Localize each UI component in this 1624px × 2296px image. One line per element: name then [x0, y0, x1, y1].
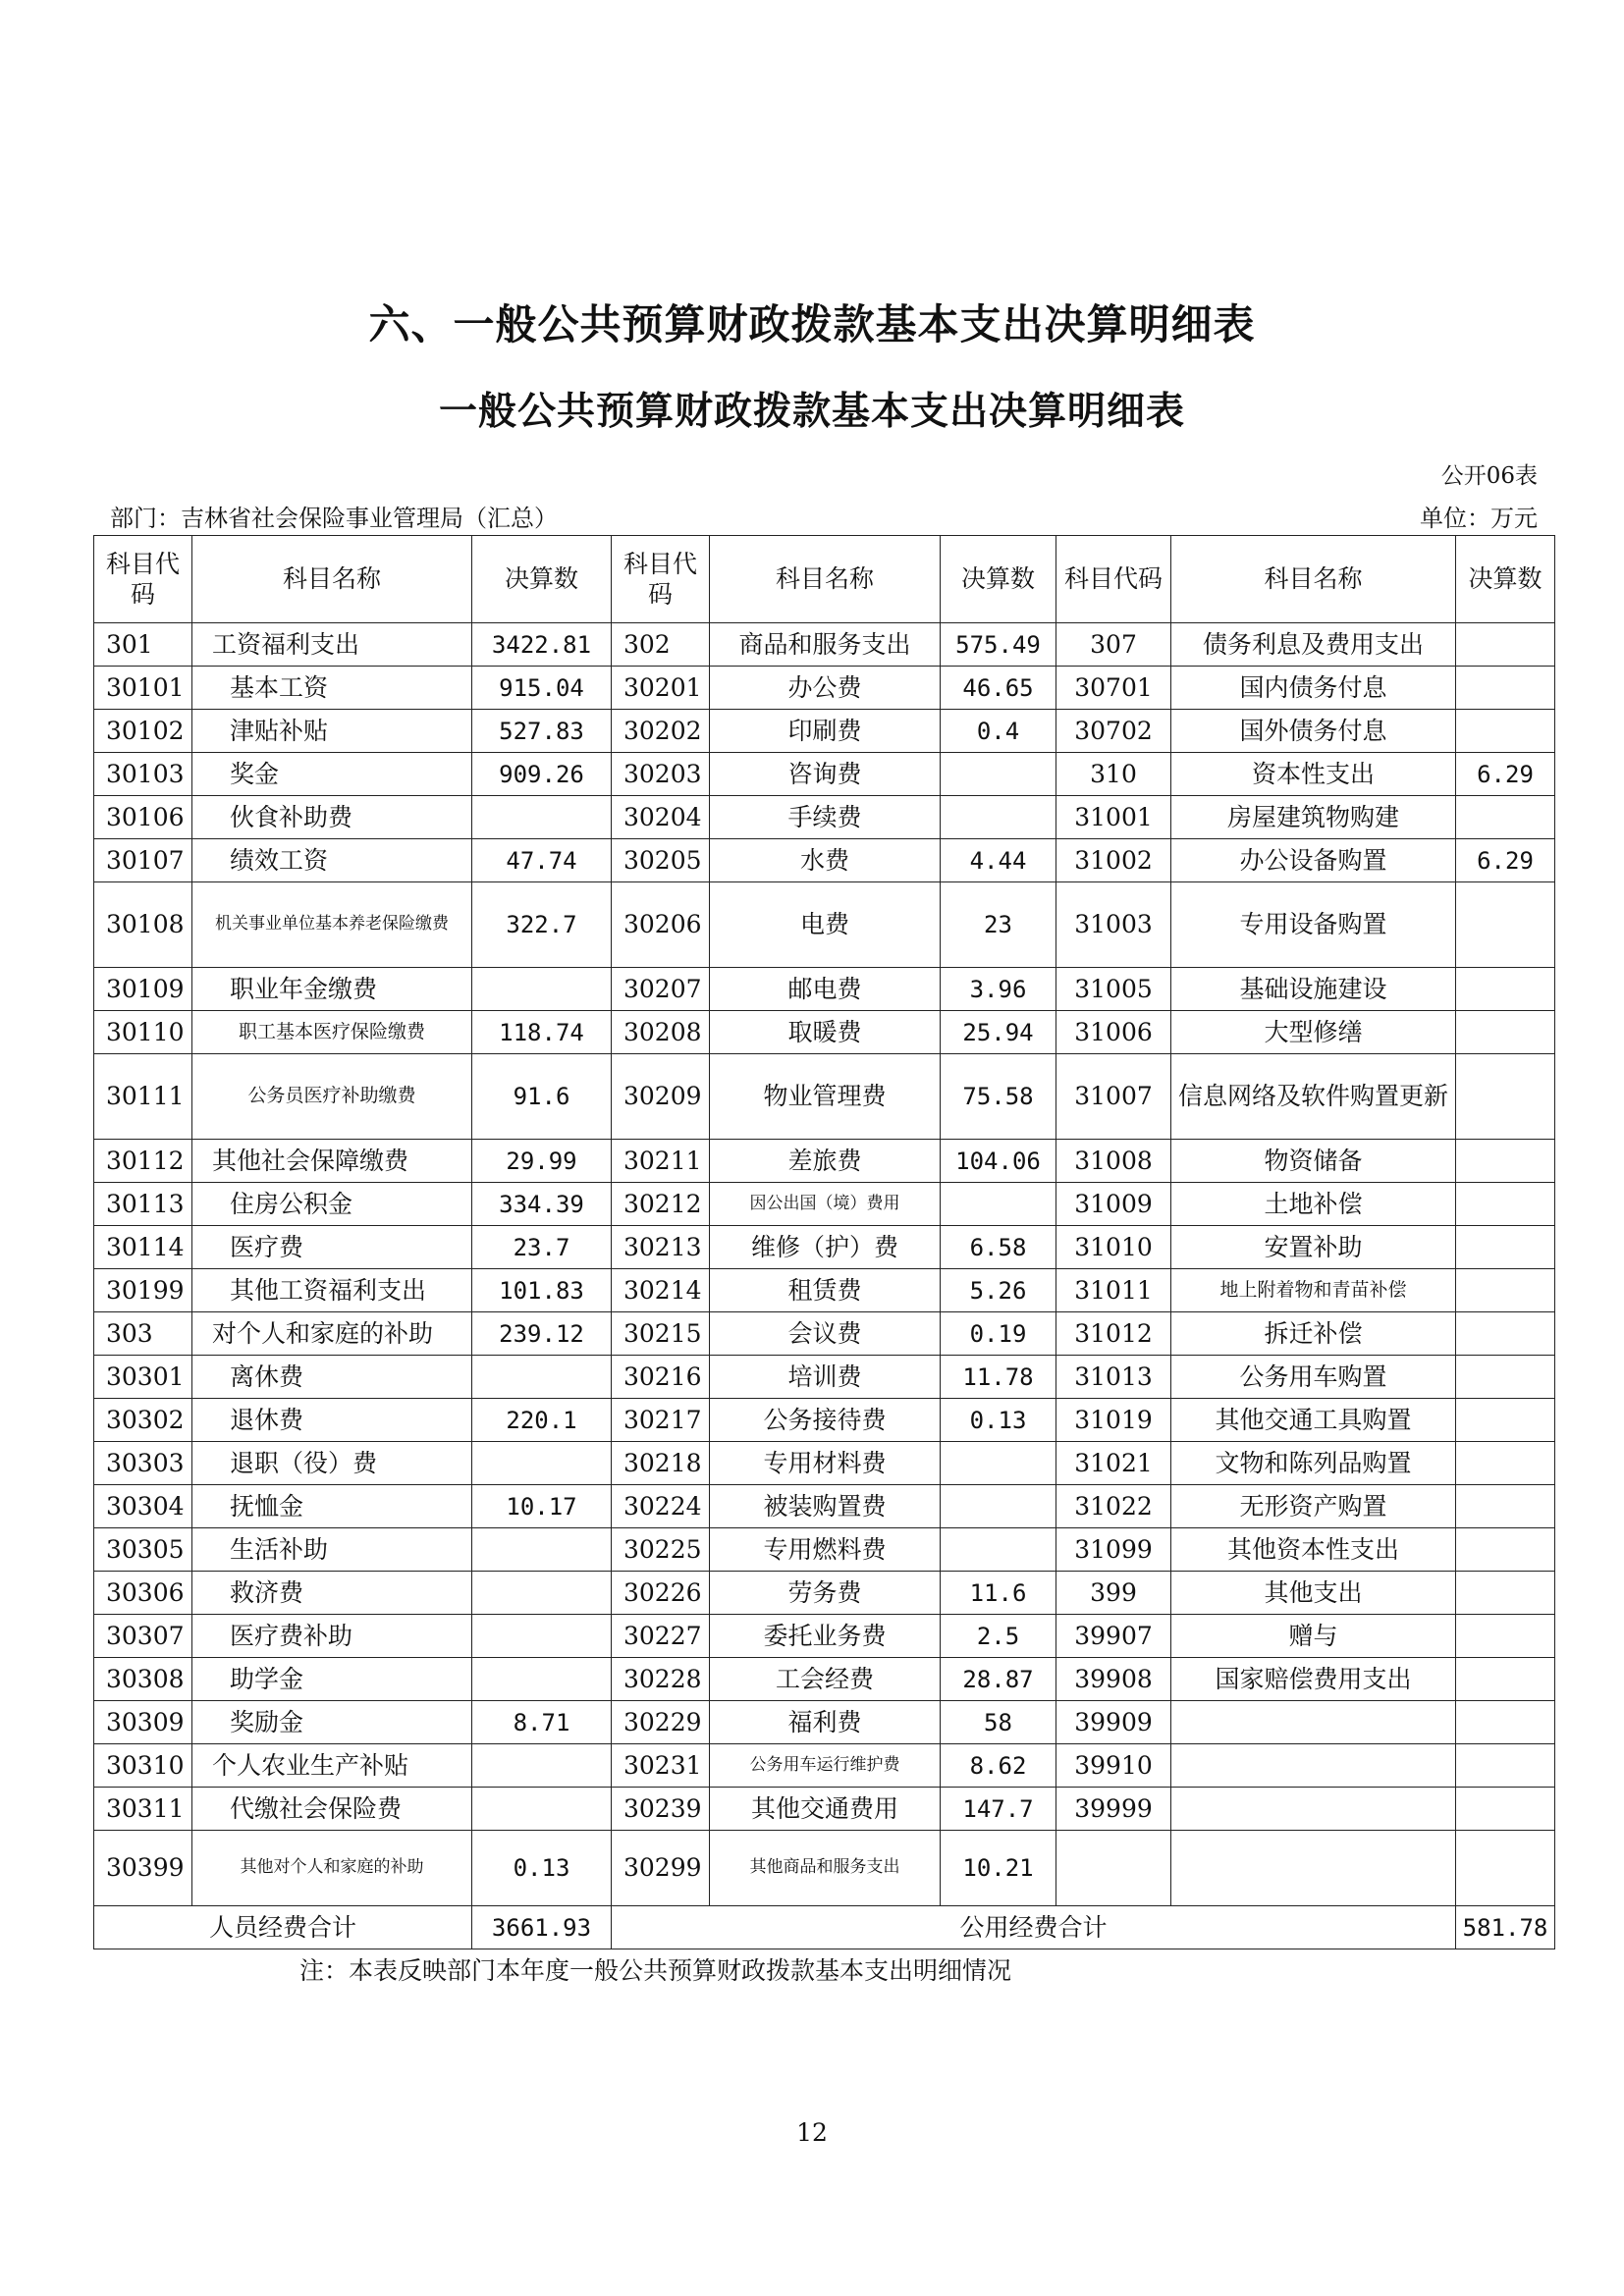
code-cell: 30101 [94, 667, 192, 710]
amount-cell [472, 1788, 612, 1831]
code-cell: 301 [94, 623, 192, 667]
name-cell: 医疗费 [192, 1226, 472, 1269]
name-cell: 公务用车运行维护费 [710, 1744, 941, 1788]
amount-cell [941, 1528, 1056, 1572]
code-cell: 30226 [612, 1572, 710, 1615]
code-cell: 30231 [612, 1744, 710, 1788]
table-row [94, 1485, 1555, 1528]
department-label: 部门：吉林省社会保险事业管理局（汇总） [110, 505, 558, 532]
code-cell: 30306 [94, 1572, 192, 1615]
amount-cell [1456, 1054, 1555, 1140]
code-cell: 31001 [1056, 796, 1171, 839]
table-title: 一般公共预算财政拨款基本支出决算明细表 [438, 390, 1185, 434]
table-note: 注：本表反映部门本年度一般公共预算财政拨款基本支出明细情况 [299, 1956, 1012, 1985]
code-cell: 30224 [612, 1485, 710, 1528]
code-cell: 30305 [94, 1528, 192, 1572]
header-name-2: 科目名称 [710, 536, 941, 623]
amount-cell: 3422.81 [472, 623, 612, 667]
name-cell: 其他支出 [1171, 1572, 1456, 1615]
table-row [94, 753, 1555, 796]
amount-cell: 23 [941, 882, 1056, 968]
amount-cell [1456, 1788, 1555, 1831]
amount-cell [1456, 1269, 1555, 1312]
amount-cell: 575.49 [941, 623, 1056, 667]
code-cell: 31019 [1056, 1399, 1171, 1442]
name-cell: 物资储备 [1171, 1140, 1456, 1183]
amount-cell: 11.78 [941, 1356, 1056, 1399]
name-cell [1171, 1831, 1456, 1906]
header-code-2: 科目代码 [612, 536, 710, 623]
table-row [94, 796, 1555, 839]
amount-cell: 6.29 [1456, 753, 1555, 796]
table-row [94, 882, 1555, 968]
amount-cell: 10.17 [472, 1485, 612, 1528]
name-cell: 奖金 [192, 753, 472, 796]
amount-cell [1456, 1399, 1555, 1442]
amount-cell [1456, 1658, 1555, 1701]
amount-cell: 75.58 [941, 1054, 1056, 1140]
name-cell: 基础设施建设 [1171, 968, 1456, 1011]
amount-cell [941, 1183, 1056, 1226]
code-cell: 31006 [1056, 1011, 1171, 1054]
code-cell: 30111 [94, 1054, 192, 1140]
amount-cell [1456, 1442, 1555, 1485]
code-cell: 31005 [1056, 968, 1171, 1011]
code-cell: 30227 [612, 1615, 710, 1658]
code-cell: 30311 [94, 1788, 192, 1831]
name-cell: 无形资产购置 [1171, 1485, 1456, 1528]
name-cell: 安置补助 [1171, 1226, 1456, 1269]
amount-cell: 101.83 [472, 1269, 612, 1312]
amount-cell [1456, 1011, 1555, 1054]
amount-cell [941, 1442, 1056, 1485]
table-row [94, 1269, 1555, 1312]
name-cell: 资本性支出 [1171, 753, 1456, 796]
amount-cell [941, 753, 1056, 796]
code-cell: 39908 [1056, 1658, 1171, 1701]
name-cell: 住房公积金 [192, 1183, 472, 1226]
name-cell: 机关事业单位基本养老保险缴费 [192, 882, 472, 968]
code-cell: 31012 [1056, 1312, 1171, 1356]
name-cell: 物业管理费 [710, 1054, 941, 1140]
header-amount-1: 决算数 [472, 536, 612, 623]
table-row [94, 839, 1555, 882]
name-cell: 助学金 [192, 1658, 472, 1701]
table-row [94, 1399, 1555, 1442]
name-cell: 取暖费 [710, 1011, 941, 1054]
code-cell: 31009 [1056, 1183, 1171, 1226]
code-cell: 30202 [612, 710, 710, 753]
name-cell: 救济费 [192, 1572, 472, 1615]
code-cell: 31022 [1056, 1485, 1171, 1528]
table-row [94, 1226, 1555, 1269]
amount-cell: 5.26 [941, 1269, 1056, 1312]
name-cell: 代缴社会保险费 [192, 1788, 472, 1831]
amount-cell [472, 1356, 612, 1399]
code-cell: 30214 [612, 1269, 710, 1312]
amount-cell [1456, 623, 1555, 667]
amount-cell [1456, 1701, 1555, 1744]
amount-cell: 8.62 [941, 1744, 1056, 1788]
code-cell: 30301 [94, 1356, 192, 1399]
unit-label: 单位：万元 [1420, 505, 1538, 532]
name-cell: 赠与 [1171, 1615, 1456, 1658]
amount-cell [472, 1442, 612, 1485]
name-cell: 福利费 [710, 1701, 941, 1744]
table-body [94, 623, 1555, 1906]
code-cell [1056, 1831, 1171, 1906]
code-cell: 307 [1056, 623, 1171, 667]
amount-cell [1456, 1831, 1555, 1906]
table-row [94, 710, 1555, 753]
amount-cell: 220.1 [472, 1399, 612, 1442]
name-cell: 维修（护）费 [710, 1226, 941, 1269]
code-cell: 30208 [612, 1011, 710, 1054]
name-cell: 地上附着物和青苗补偿 [1171, 1269, 1456, 1312]
amount-cell: 239.12 [472, 1312, 612, 1356]
table-row [94, 1528, 1555, 1572]
public-total-label: 公用经费合计 [612, 1906, 1456, 1949]
amount-cell [1456, 667, 1555, 710]
name-cell: 其他商品和服务支出 [710, 1831, 941, 1906]
code-cell: 30229 [612, 1701, 710, 1744]
amount-cell [472, 968, 612, 1011]
code-cell: 31011 [1056, 1269, 1171, 1312]
name-cell: 其他工资福利支出 [192, 1269, 472, 1312]
code-cell: 30309 [94, 1701, 192, 1744]
code-cell: 30199 [94, 1269, 192, 1312]
code-cell: 31010 [1056, 1226, 1171, 1269]
personnel-total-label: 人员经费合计 [94, 1906, 472, 1949]
code-cell: 30213 [612, 1226, 710, 1269]
code-cell: 30216 [612, 1356, 710, 1399]
code-cell: 31021 [1056, 1442, 1171, 1485]
code-cell: 399 [1056, 1572, 1171, 1615]
header-amount-3: 决算数 [1456, 536, 1555, 623]
page-title: 六、一般公共预算财政拨款基本支出决算明细表 [368, 300, 1256, 348]
code-cell: 30206 [612, 882, 710, 968]
name-cell: 被装购置费 [710, 1485, 941, 1528]
header-name-1: 科目名称 [192, 536, 472, 623]
name-cell: 租赁费 [710, 1269, 941, 1312]
amount-cell: 8.71 [472, 1701, 612, 1744]
table-row [94, 1658, 1555, 1701]
code-cell: 302 [612, 623, 710, 667]
amount-cell [1456, 1485, 1555, 1528]
name-cell: 职业年金缴费 [192, 968, 472, 1011]
amount-cell [1456, 1572, 1555, 1615]
amount-cell: 10.21 [941, 1831, 1056, 1906]
page-number: 12 [796, 2118, 828, 2147]
amount-cell: 25.94 [941, 1011, 1056, 1054]
name-cell: 商品和服务支出 [710, 623, 941, 667]
name-cell: 国外债务付息 [1171, 710, 1456, 753]
name-cell: 其他对个人和家庭的补助 [192, 1831, 472, 1906]
amount-cell: 909.26 [472, 753, 612, 796]
code-cell: 31003 [1056, 882, 1171, 968]
code-cell: 30209 [612, 1054, 710, 1140]
form-number: 公开06表 [1440, 463, 1538, 489]
amount-cell [472, 1615, 612, 1658]
name-cell: 培训费 [710, 1356, 941, 1399]
name-cell: 工会经费 [710, 1658, 941, 1701]
amount-cell: 47.74 [472, 839, 612, 882]
amount-cell: 0.19 [941, 1312, 1056, 1356]
code-cell: 30212 [612, 1183, 710, 1226]
code-cell: 31099 [1056, 1528, 1171, 1572]
name-cell: 个人农业生产补贴 [192, 1744, 472, 1788]
code-cell: 30399 [94, 1831, 192, 1906]
amount-cell [472, 1658, 612, 1701]
code-cell: 31013 [1056, 1356, 1171, 1399]
amount-cell: 0.13 [472, 1831, 612, 1906]
amount-cell: 46.65 [941, 667, 1056, 710]
code-cell: 30108 [94, 882, 192, 968]
name-cell: 伙食补助费 [192, 796, 472, 839]
amount-cell: 3.96 [941, 968, 1056, 1011]
table-row [94, 1831, 1555, 1906]
name-cell: 工资福利支出 [192, 623, 472, 667]
code-cell: 30304 [94, 1485, 192, 1528]
code-cell: 30217 [612, 1399, 710, 1442]
totals-row [94, 1906, 1555, 1949]
amount-cell [1456, 1744, 1555, 1788]
table-row [94, 1140, 1555, 1183]
table-row [94, 1054, 1555, 1140]
table-row [94, 1701, 1555, 1744]
code-cell: 30113 [94, 1183, 192, 1226]
header-code-3: 科目代码 [1056, 536, 1171, 623]
code-cell: 30215 [612, 1312, 710, 1356]
amount-cell: 58 [941, 1701, 1056, 1744]
amount-cell: 0.4 [941, 710, 1056, 753]
name-cell: 手续费 [710, 796, 941, 839]
code-cell: 30211 [612, 1140, 710, 1183]
code-cell: 30225 [612, 1528, 710, 1572]
amount-cell: 28.87 [941, 1658, 1056, 1701]
name-cell: 大型修缮 [1171, 1011, 1456, 1054]
amount-cell [1456, 1356, 1555, 1399]
code-cell: 30310 [94, 1744, 192, 1788]
code-cell: 30702 [1056, 710, 1171, 753]
name-cell: 办公设备购置 [1171, 839, 1456, 882]
amount-cell: 118.74 [472, 1011, 612, 1054]
code-cell: 30203 [612, 753, 710, 796]
amount-cell [472, 1528, 612, 1572]
table-header-row [94, 536, 1555, 623]
amount-cell: 104.06 [941, 1140, 1056, 1183]
amount-cell [941, 796, 1056, 839]
code-cell: 39910 [1056, 1744, 1171, 1788]
table-row [94, 1442, 1555, 1485]
name-cell: 其他交通费用 [710, 1788, 941, 1831]
personnel-total-value: 3661.93 [472, 1906, 612, 1949]
amount-cell: 527.83 [472, 710, 612, 753]
header-code-1: 科目代码 [94, 536, 192, 623]
code-cell: 30204 [612, 796, 710, 839]
name-cell: 邮电费 [710, 968, 941, 1011]
code-cell: 30112 [94, 1140, 192, 1183]
name-cell: 文物和陈列品购置 [1171, 1442, 1456, 1485]
name-cell: 专用燃料费 [710, 1528, 941, 1572]
name-cell [1171, 1701, 1456, 1744]
amount-cell [1456, 882, 1555, 968]
code-cell: 30107 [94, 839, 192, 882]
code-cell: 30308 [94, 1658, 192, 1701]
name-cell: 信息网络及软件购置更新 [1171, 1054, 1456, 1140]
code-cell: 30114 [94, 1226, 192, 1269]
table-row [94, 623, 1555, 667]
name-cell: 水费 [710, 839, 941, 882]
name-cell: 专用材料费 [710, 1442, 941, 1485]
amount-cell: 6.58 [941, 1226, 1056, 1269]
code-cell: 30205 [612, 839, 710, 882]
code-cell: 31008 [1056, 1140, 1171, 1183]
public-total-value: 581.78 [1456, 1906, 1555, 1949]
amount-cell [1456, 1140, 1555, 1183]
name-cell: 生活补助 [192, 1528, 472, 1572]
amount-cell [1456, 796, 1555, 839]
name-cell: 离休费 [192, 1356, 472, 1399]
name-cell: 土地补偿 [1171, 1183, 1456, 1226]
header-name-3: 科目名称 [1171, 536, 1456, 623]
name-cell: 办公费 [710, 667, 941, 710]
name-cell: 拆迁补偿 [1171, 1312, 1456, 1356]
name-cell: 其他社会保障缴费 [192, 1140, 472, 1183]
name-cell: 医疗费补助 [192, 1615, 472, 1658]
name-cell: 因公出国（境）费用 [710, 1183, 941, 1226]
name-cell: 公务员医疗补助缴费 [192, 1054, 472, 1140]
name-cell: 专用设备购置 [1171, 882, 1456, 968]
amount-cell [1456, 1226, 1555, 1269]
amount-cell [472, 1744, 612, 1788]
name-cell: 职工基本医疗保险缴费 [192, 1011, 472, 1054]
code-cell: 39909 [1056, 1701, 1171, 1744]
code-cell: 39999 [1056, 1788, 1171, 1831]
name-cell: 会议费 [710, 1312, 941, 1356]
code-cell: 30218 [612, 1442, 710, 1485]
code-cell: 310 [1056, 753, 1171, 796]
amount-cell: 23.7 [472, 1226, 612, 1269]
name-cell: 委托业务费 [710, 1615, 941, 1658]
table-row [94, 1615, 1555, 1658]
header-amount-2: 决算数 [941, 536, 1056, 623]
amount-cell: 4.44 [941, 839, 1056, 882]
table-row [94, 1356, 1555, 1399]
table-row [94, 1572, 1555, 1615]
name-cell: 对个人和家庭的补助 [192, 1312, 472, 1356]
amount-cell: 6.29 [1456, 839, 1555, 882]
amount-cell [1456, 710, 1555, 753]
amount-cell [1456, 1528, 1555, 1572]
name-cell [1171, 1788, 1456, 1831]
name-cell: 印刷费 [710, 710, 941, 753]
code-cell: 30201 [612, 667, 710, 710]
amount-cell: 147.7 [941, 1788, 1056, 1831]
amount-cell: 91.6 [472, 1054, 612, 1140]
amount-cell: 322.7 [472, 882, 612, 968]
name-cell: 差旅费 [710, 1140, 941, 1183]
code-cell: 30106 [94, 796, 192, 839]
amount-cell: 915.04 [472, 667, 612, 710]
code-cell: 31007 [1056, 1054, 1171, 1140]
code-cell: 30307 [94, 1615, 192, 1658]
name-cell: 公务用车购置 [1171, 1356, 1456, 1399]
amount-cell [1456, 1312, 1555, 1356]
code-cell: 30102 [94, 710, 192, 753]
amount-cell [941, 1485, 1056, 1528]
name-cell: 绩效工资 [192, 839, 472, 882]
table-row [94, 1183, 1555, 1226]
code-cell: 30109 [94, 968, 192, 1011]
code-cell: 39907 [1056, 1615, 1171, 1658]
name-cell: 劳务费 [710, 1572, 941, 1615]
amount-cell: 334.39 [472, 1183, 612, 1226]
amount-cell: 29.99 [472, 1140, 612, 1183]
name-cell: 抚恤金 [192, 1485, 472, 1528]
amount-cell [1456, 1183, 1555, 1226]
table-row [94, 968, 1555, 1011]
name-cell: 其他交通工具购置 [1171, 1399, 1456, 1442]
amount-cell: 11.6 [941, 1572, 1056, 1615]
name-cell: 退休费 [192, 1399, 472, 1442]
amount-cell [1456, 968, 1555, 1011]
table-row [94, 1788, 1555, 1831]
table-row [94, 1744, 1555, 1788]
table-row [94, 667, 1555, 710]
name-cell: 退职（役）费 [192, 1442, 472, 1485]
code-cell: 30303 [94, 1442, 192, 1485]
code-cell: 30110 [94, 1011, 192, 1054]
table-row [94, 1011, 1555, 1054]
name-cell: 国内债务付息 [1171, 667, 1456, 710]
code-cell: 30239 [612, 1788, 710, 1831]
name-cell: 公务接待费 [710, 1399, 941, 1442]
name-cell: 其他资本性支出 [1171, 1528, 1456, 1572]
amount-cell [1456, 1615, 1555, 1658]
name-cell: 国家赔偿费用支出 [1171, 1658, 1456, 1701]
name-cell: 房屋建筑物购建 [1171, 796, 1456, 839]
code-cell: 30302 [94, 1399, 192, 1442]
name-cell [1171, 1744, 1456, 1788]
table-row [94, 1312, 1555, 1356]
amount-cell [472, 796, 612, 839]
code-cell: 303 [94, 1312, 192, 1356]
name-cell: 奖励金 [192, 1701, 472, 1744]
amount-cell: 2.5 [941, 1615, 1056, 1658]
amount-cell: 0.13 [941, 1399, 1056, 1442]
code-cell: 30701 [1056, 667, 1171, 710]
name-cell: 咨询费 [710, 753, 941, 796]
name-cell: 债务利息及费用支出 [1171, 623, 1456, 667]
name-cell: 基本工资 [192, 667, 472, 710]
code-cell: 30207 [612, 968, 710, 1011]
amount-cell [472, 1572, 612, 1615]
name-cell: 电费 [710, 882, 941, 968]
code-cell: 30228 [612, 1658, 710, 1701]
code-cell: 31002 [1056, 839, 1171, 882]
expenditure-table [93, 535, 1555, 1949]
name-cell: 津贴补贴 [192, 710, 472, 753]
code-cell: 30299 [612, 1831, 710, 1906]
code-cell: 30103 [94, 753, 192, 796]
